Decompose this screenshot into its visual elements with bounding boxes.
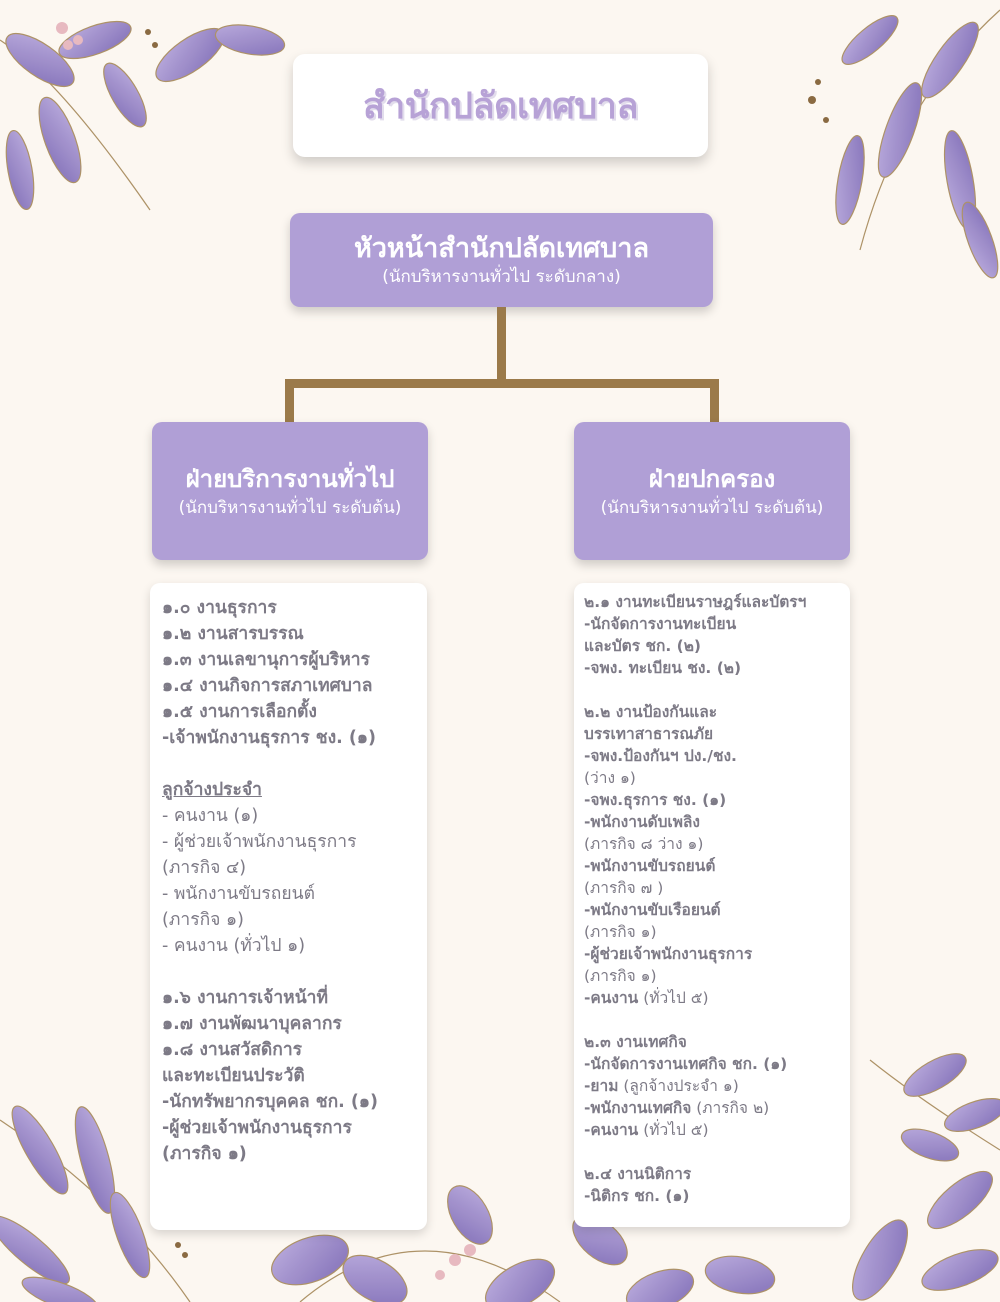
section-heading: ๒.๔ งานนิติการ [584, 1165, 692, 1183]
duty-item: ๑.๔ งานกิจการสภาเทศบาล [162, 676, 373, 696]
duty-item: ๑.๕ งานการเลือกตั้ง [162, 702, 317, 722]
duty-item: ๑.๘ งานสวัสดิการ [162, 1040, 303, 1060]
position-item: -จพง. ทะเบียน ชง. (๒) [584, 659, 742, 677]
position-note: (ภารกิจ ๑) [584, 923, 657, 941]
administration-duties-card [574, 583, 850, 1227]
position-item: -พนักงานดับเพลิง [584, 813, 700, 831]
position-note: (ภารกิจ ๗ ) [584, 879, 664, 897]
position-item-row [584, 987, 850, 1009]
division-title: ฝ่ายบริการงานทั่วไป [185, 465, 395, 493]
position-note: (ทั่วไป ๕) [638, 989, 709, 1007]
employee-item: - คนงาน (๑) [162, 806, 259, 826]
section-heading: บรรเทาสาธารณภัย [584, 725, 714, 743]
duty-item: ๑.๓ งานเลขานุการผู้บริหาร [162, 650, 370, 670]
division-node-general-services [152, 422, 428, 560]
position-item-row [584, 1119, 850, 1141]
connector-left-drop [285, 379, 294, 422]
position-item-row [584, 1075, 850, 1097]
position-note: (ทั่วไป ๕) [638, 1121, 709, 1139]
section-heading: ๒.๑ งานทะเบียนราษฎร์และบัตรฯ [584, 593, 807, 611]
duty-item: ๑.๒ งานสารบรรณ [162, 624, 304, 644]
position-item: -นักจัดการงานทะเบียน [584, 615, 737, 633]
employee-item: - ผู้ช่วยเจ้าพนักงานธุรการ [162, 832, 357, 852]
employees-heading: ลูกจ้างประจำ [162, 780, 262, 800]
division-title: ฝ่ายปกครอง [648, 465, 776, 493]
position-item: -นิติกร ชก. (๑) [584, 1187, 690, 1205]
head-node-subtitle: (นักบริหารงานทั่วไป ระดับกลาง) [382, 267, 621, 287]
position-note: (ลูกจ้างประจำ ๑) [618, 1077, 739, 1095]
position-item: (ภารกิจ ๑) [162, 1144, 247, 1164]
section-heading: ๒.๒ งานป้องกันและ [584, 703, 718, 721]
duty-item: ๑.๗ งานพัฒนาบุคลากร [162, 1014, 342, 1034]
employee-item: - คนงาน (ทั่วไป ๑) [162, 936, 306, 956]
position-item: -เจ้าพนักงานธุรการ ชง. (๑) [162, 728, 377, 748]
duty-item: และทะเบียนประวัติ [162, 1066, 305, 1086]
position-item: -คนงาน [584, 989, 639, 1007]
position-item: -ผู้ช่วยเจ้าพนักงานธุรการ [162, 1118, 352, 1138]
division-subtitle: (นักบริหารงานทั่วไป ระดับต้น) [178, 498, 402, 518]
position-item: -พนักงานขับเรือยนต์ [584, 901, 721, 919]
position-item: -จพง.ธุรการ ชง. (๑) [584, 791, 727, 809]
division-node-administration [574, 422, 850, 560]
general-services-duties-card [150, 583, 427, 1230]
head-node [290, 213, 713, 307]
division-subtitle: (นักบริหารงานทั่วไป ระดับต้น) [600, 498, 824, 518]
employee-item: (ภารกิจ ๑) [162, 910, 244, 930]
position-item: -คนงาน [584, 1121, 639, 1139]
position-note: (ภารกิจ ๑) [584, 967, 657, 985]
page-title: สำนักปลัดเทศบาล [363, 86, 638, 127]
position-item: -พนักงานเทศกิจ [584, 1099, 692, 1117]
duty-item: ๑.๖ งานการเจ้าหน้าที่ [162, 988, 329, 1008]
duty-item: ๑.๐ งานธุรการ [162, 598, 277, 618]
position-note: (ว่าง ๑) [584, 769, 636, 787]
title-card [293, 54, 708, 157]
position-item: และบัตร ชก. (๒) [584, 637, 702, 655]
position-item: -นักจัดการงานเทศกิจ ชก. (๑) [584, 1055, 788, 1073]
position-note: (ภารกิจ ๘ ว่าง ๑) [584, 835, 704, 853]
section-heading: ๒.๓ งานเทศกิจ [584, 1033, 687, 1051]
position-item: -ผู้ช่วยเจ้าพนักงานธุรการ [584, 945, 753, 963]
position-item: -พนักงานขับรถยนต์ [584, 857, 716, 875]
connector-vertical-main [497, 307, 506, 384]
position-item: -นักทรัพยากรบุคคล ชก. (๑) [162, 1092, 379, 1112]
position-item: -จพง.ป้องกันฯ ปง./ชง. [584, 747, 737, 765]
head-node-title: หัวหน้าสำนักปลัดเทศบาล [353, 233, 650, 264]
position-item-row [584, 1097, 850, 1119]
connector-horizontal [285, 379, 719, 388]
employee-item: - พนักงานขับรถยนต์ [162, 884, 315, 904]
connector-right-drop [710, 379, 719, 422]
employee-item: (ภารกิจ ๔) [162, 858, 247, 878]
position-note: (ภารกิจ ๒) [691, 1099, 770, 1117]
position-item: -ยาม [584, 1077, 619, 1095]
